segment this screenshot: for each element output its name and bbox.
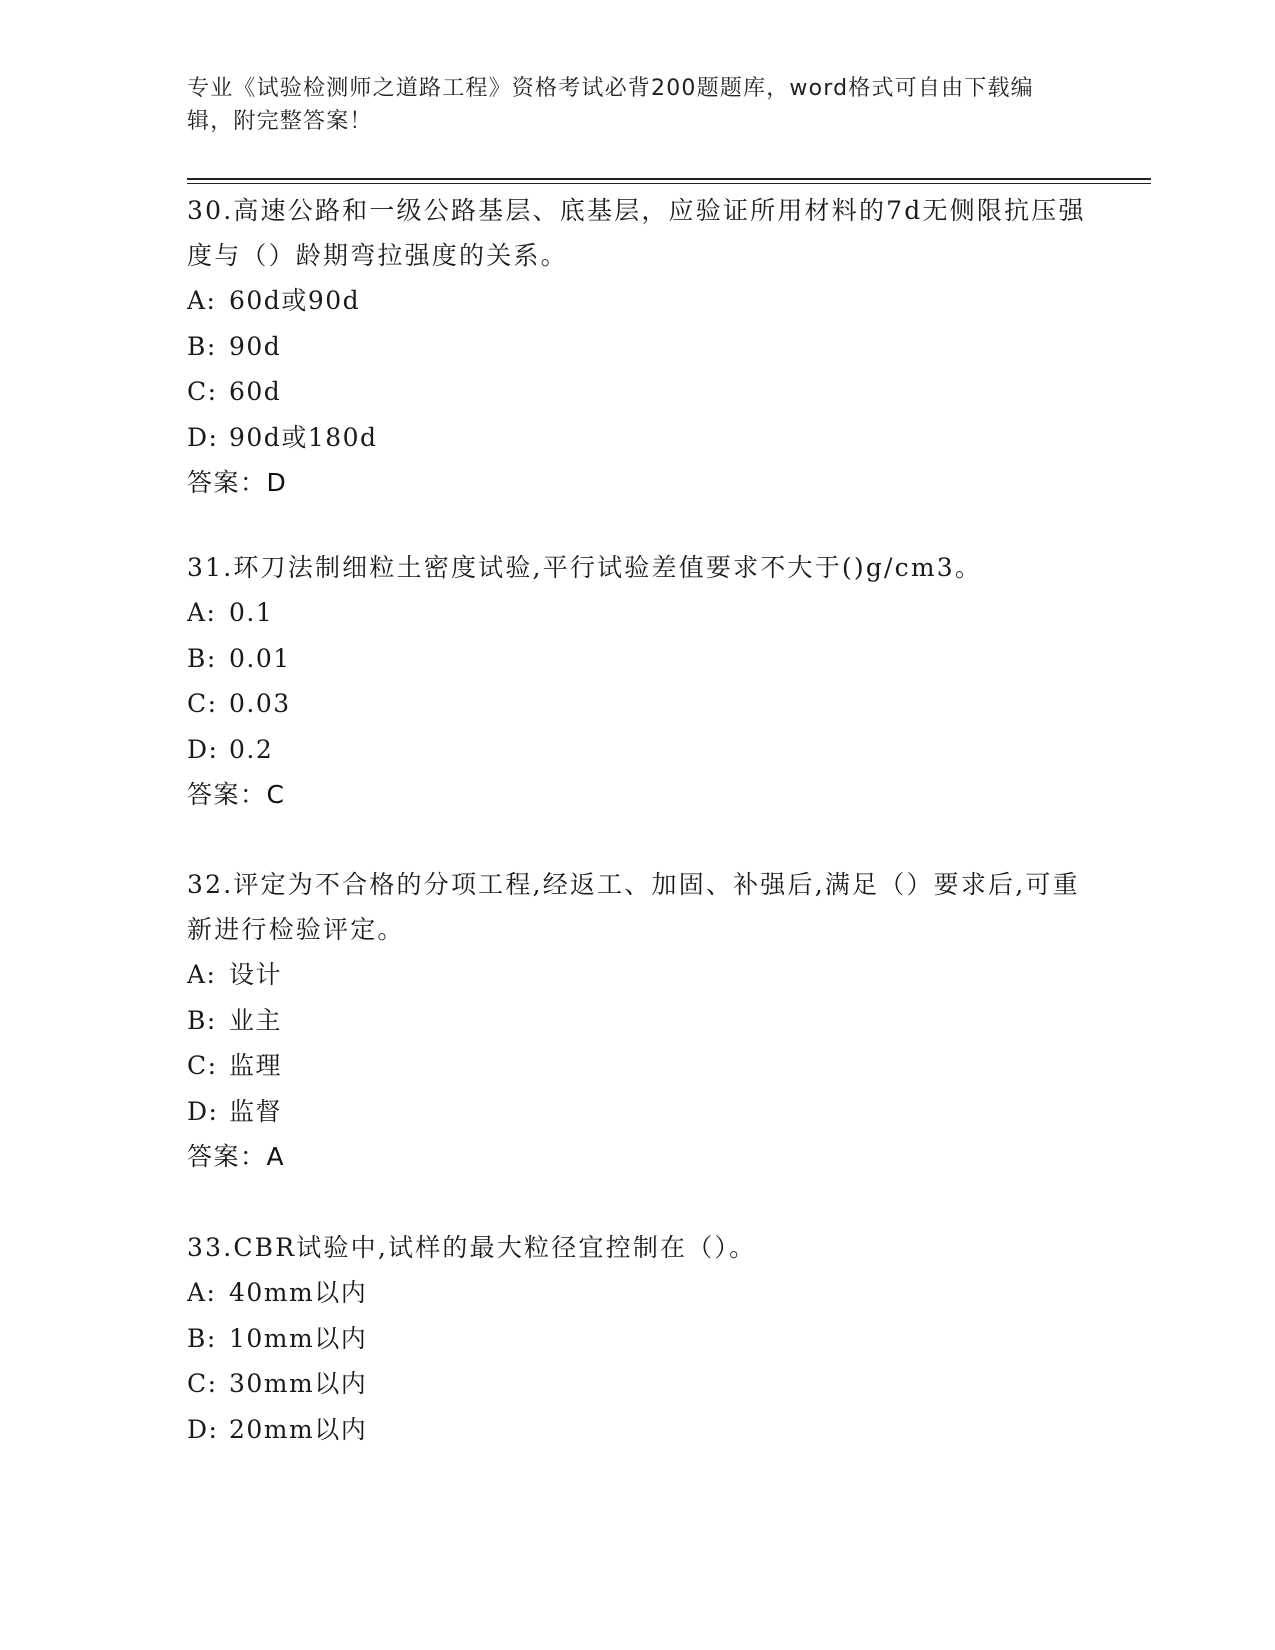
answer-line: 答案：A (187, 1142, 286, 1171)
answer-line: 答案：C (187, 780, 286, 809)
option-text: 40mm以内 (229, 1278, 368, 1307)
option-key: B: (187, 1323, 217, 1353)
option-text: 60d (229, 377, 282, 406)
option-b (187, 998, 1087, 1044)
option-text: 90d或180d (229, 422, 378, 452)
option-text: 0.1 (229, 598, 274, 627)
option-key: A: (187, 598, 217, 627)
option-c (187, 1361, 1087, 1407)
option-text: 20mm以内 (229, 1414, 368, 1444)
option-key: D: (187, 1414, 219, 1444)
option-key: C: (187, 1051, 218, 1080)
option-key: C: (187, 689, 218, 718)
option-key: B: (187, 331, 217, 361)
question-stem: 30.高速公路和一级公路基层、底基层，应验证所用材料的7d无侧限抗压强度与（）龄期弯拉强度的关系。 (187, 196, 1086, 270)
header-divider-thin (187, 183, 1151, 184)
question-33 (187, 1225, 1087, 1452)
answer-line: 答案：D (187, 468, 288, 497)
option-text: 30mm以内 (229, 1369, 368, 1398)
option-a (187, 952, 1087, 998)
option-key: C: (187, 377, 218, 406)
option-b (187, 1316, 1087, 1362)
question-32 (187, 862, 1087, 1179)
option-b (187, 636, 1087, 682)
option-text: 10mm以内 (229, 1323, 368, 1353)
option-key: C: (187, 1369, 218, 1398)
option-c (187, 681, 1087, 727)
option-b (187, 324, 1087, 370)
header-divider-thick (187, 178, 1151, 180)
option-text: 设计 (229, 960, 283, 989)
option-text: 业主 (229, 1005, 283, 1035)
question-stem: 32.评定为不合格的分项工程,经返工、加固、补强后,满足（）要求后,可重新进行检验评定。 (187, 870, 1080, 944)
option-text: 90d (229, 331, 282, 361)
question-30 (187, 188, 1087, 505)
option-text: 监理 (229, 1051, 283, 1080)
question-31 (187, 545, 1087, 817)
option-a (187, 590, 1087, 636)
option-text: 60d或90d (229, 286, 361, 315)
option-key: A: (187, 1278, 217, 1307)
option-d (187, 1407, 1087, 1453)
option-a (187, 278, 1087, 324)
option-a (187, 1270, 1087, 1316)
option-c (187, 1043, 1087, 1089)
option-key: D: (187, 1096, 219, 1126)
document-header: 专业《试验检测师之道路工程》资格考试必背200题题库，word格式可自由下载编辑，附完整答案！ (187, 76, 1034, 134)
option-key: B: (187, 643, 217, 673)
question-stem: 33.CBR试验中,试样的最大粒径宜控制在（）。 (187, 1233, 757, 1262)
option-key: A: (187, 286, 217, 315)
question-stem: 31.环刀法制细粒土密度试验,平行试验差值要求不大于()g/cm3。 (187, 553, 983, 582)
option-key: B: (187, 1005, 217, 1035)
option-key: D: (187, 734, 219, 764)
option-d (187, 727, 1087, 773)
option-d (187, 415, 1087, 461)
option-text: 0.2 (229, 734, 274, 764)
option-text: 0.03 (229, 689, 291, 718)
option-text: 0.01 (229, 643, 291, 673)
option-text: 监督 (229, 1096, 283, 1126)
option-d (187, 1089, 1087, 1135)
option-key: A: (187, 960, 217, 989)
option-key: D: (187, 422, 219, 452)
option-c (187, 369, 1087, 415)
